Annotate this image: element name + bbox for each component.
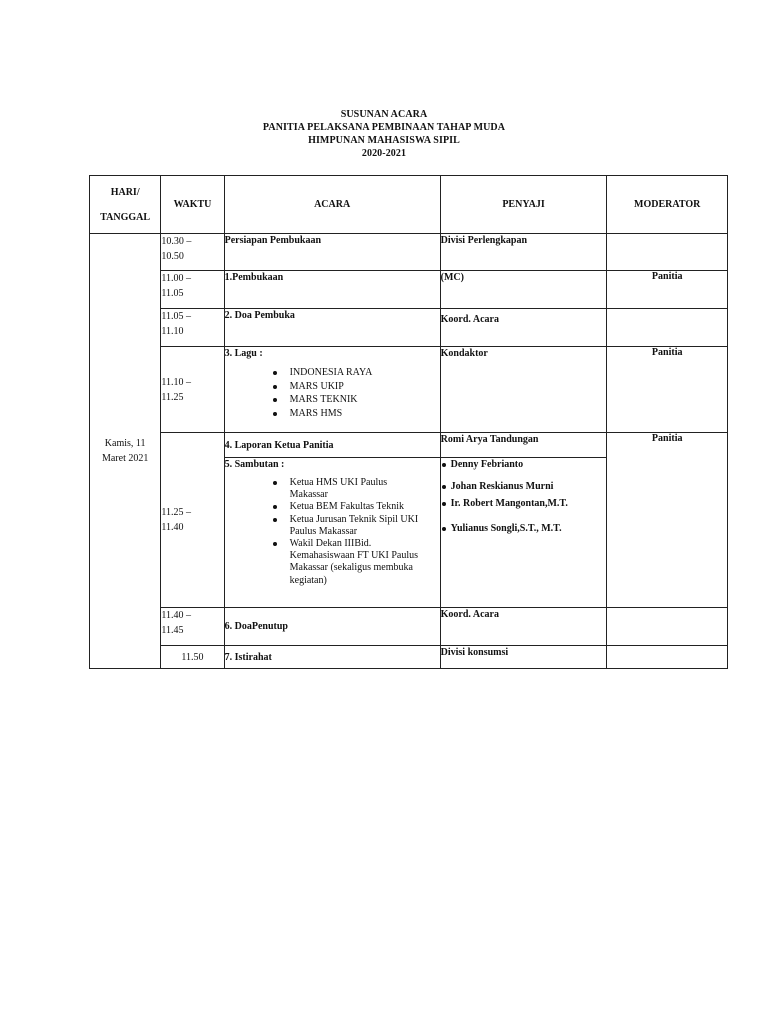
table-row: [90, 433, 728, 458]
list-item: Ketua HMS UKI Paulus Makassar: [290, 477, 420, 501]
moderator-cell: [607, 309, 728, 347]
time-cell: 11.40 – 11.45: [161, 608, 224, 646]
list-item: MARS HMS: [290, 407, 440, 421]
moderator-cell: [607, 234, 728, 271]
header-acara: ACARA: [224, 176, 440, 234]
time-cell: 11.50: [161, 646, 224, 669]
bullet-icon: [442, 485, 446, 489]
speaker-item: Yulianus Songli,S.T., M.T.: [441, 522, 607, 535]
bullet-icon: [273, 505, 277, 509]
penyaji-cell: Romi Arya Tandungan: [440, 433, 607, 458]
acara-cell: 7. Istirahat: [224, 646, 440, 669]
header-day: HARI/ TANGGAL: [90, 176, 161, 234]
title-line-2: PANITIA PELAKSANA PEMBINAAN TAHAP MUDA: [262, 122, 506, 133]
bullet-icon: [273, 385, 277, 389]
header-penyaji: PENYAJI: [440, 176, 607, 234]
time-cell: 10.30 – 10.50: [161, 234, 224, 271]
time-cell: 11.10 – 11.25: [161, 347, 224, 433]
speaker-item: Ir. Robert Mangontan,M.T.: [441, 497, 607, 510]
header-time: WAKTU: [161, 176, 224, 234]
bullet-icon: [442, 502, 446, 506]
acara-cell: 5. Sambutan : Ketua HMS UKI Paulus Makassar Ketua BEM Fakultas Teknik Ketua Jurusan Teknik Sipil UKI Paulus Makassar Wakil Dekan IIIBid. Kemahasiswaan FT UKI Paulus Makassar (sekaligus membuka kegiatan): [224, 458, 440, 608]
acara-cell: 6. DoaPenutup: [224, 608, 440, 646]
bullet-icon: [273, 481, 277, 485]
list-item: MARS TEKNIK: [290, 393, 440, 407]
acara-cell: 4. Laporan Ketua Panitia: [224, 433, 440, 458]
sambutan-list: [225, 477, 440, 587]
bullet-icon: [442, 463, 446, 467]
time-cell: 11.25 – 11.40: [161, 433, 224, 608]
speaker-item: Denny Febrianto: [441, 458, 607, 471]
penyaji-cell: (MC): [440, 271, 607, 309]
bullet-icon: [273, 412, 277, 416]
time-cell: 11.05 – 11.10: [161, 309, 224, 347]
moderator-cell: Panitia: [607, 433, 728, 608]
header-moderator: MODERATOR: [607, 176, 728, 234]
table-row: [90, 608, 728, 646]
penyaji-cell: Kondaktor: [440, 347, 607, 433]
table-row: [90, 347, 728, 433]
time-cell: 11.00 – 11.05: [161, 271, 224, 309]
schedule-table: [89, 175, 728, 669]
penyaji-cell: Koord. Acara: [440, 608, 607, 646]
penyaji-cell: [440, 458, 607, 608]
moderator-cell: Panitia: [607, 271, 728, 309]
table-row: [90, 271, 728, 309]
penyaji-cell: Koord. Acara: [440, 309, 607, 347]
moderator-cell: Panitia: [607, 347, 728, 433]
title-line-4: 2020-2021: [361, 148, 407, 159]
table-row: [90, 234, 728, 271]
bullet-icon: [273, 542, 277, 546]
penyaji-cell: Divisi Perlengkapan: [440, 234, 607, 271]
bullet-icon: [273, 518, 277, 522]
document-title: [0, 108, 768, 160]
table-row: [90, 309, 728, 347]
header-row: [90, 176, 728, 234]
list-item: Wakil Dekan IIIBid. Kemahasiswaan FT UKI Paulus Makassar (sekaligus membuka kegiatan): [290, 538, 420, 587]
bullet-icon: [442, 527, 446, 531]
acara-cell: Persiapan Pembukaan: [224, 234, 440, 271]
title-line-1: SUSUNAN ACARA: [340, 109, 428, 120]
table-row: [90, 646, 728, 669]
moderator-cell: [607, 646, 728, 669]
acara-cell: 3. Lagu : INDONESIA RAYA MARS UKIP MARS TEKNIK MARS HMS: [224, 347, 440, 433]
acara-cell: 2. Doa Pembuka: [224, 309, 440, 347]
song-list: [225, 366, 440, 420]
moderator-cell: [607, 608, 728, 646]
bullet-icon: [273, 398, 277, 402]
speaker-item: Johan Reskianus Murni: [441, 480, 607, 493]
list-item: Ketua BEM Fakultas Teknik: [290, 501, 420, 513]
list-item: Ketua Jurusan Teknik Sipil UKI Paulus Makassar: [290, 514, 420, 538]
acara-cell: 1.Pembukaan: [224, 271, 440, 309]
list-item: INDONESIA RAYA: [290, 366, 440, 380]
day-cell: Kamis, 11 Maret 2021: [90, 234, 161, 669]
title-line-3: HIMPUNAN MAHASISWA SIPIL: [308, 135, 460, 146]
penyaji-cell: Divisi konsumsi: [440, 646, 607, 669]
bullet-icon: [273, 371, 277, 375]
list-item: MARS UKIP: [290, 380, 440, 394]
